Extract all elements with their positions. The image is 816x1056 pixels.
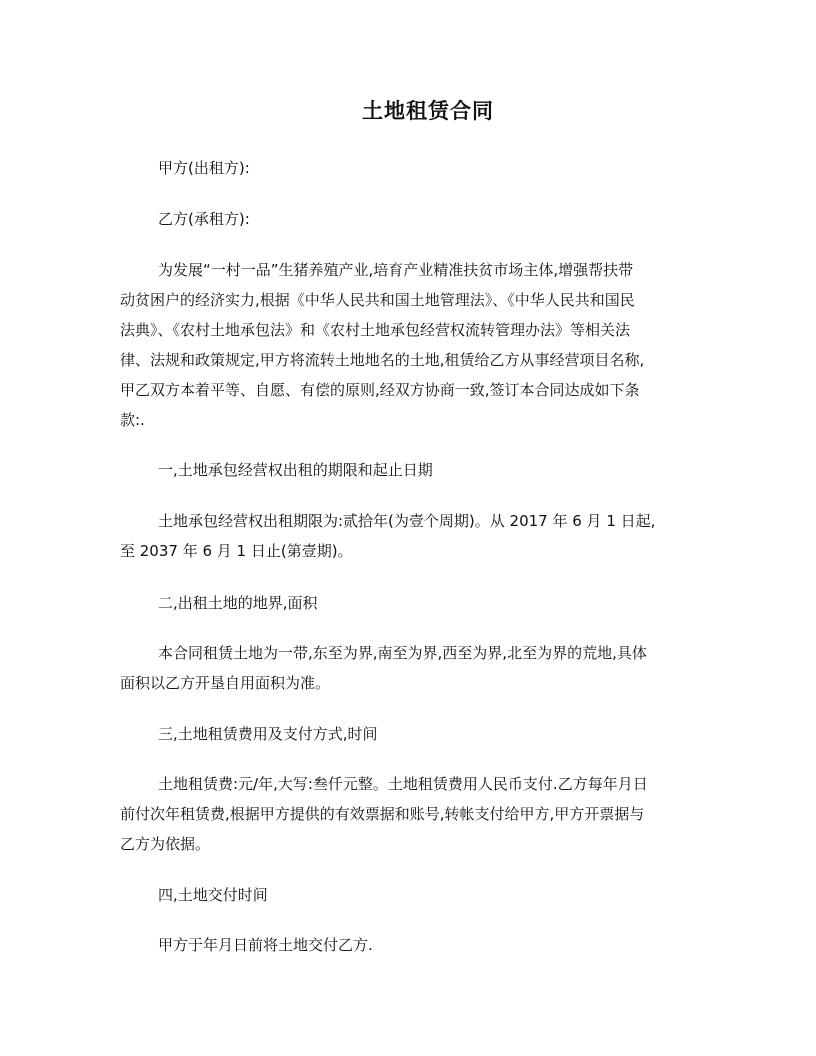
section-line: 土地租赁费:元/年,大写:叁仟元整。土地租赁费用人民币支付.乙方每年月日	[158, 775, 648, 793]
preamble-line: 动贫困户的经济实力,根据《中华人民共和国土地管理法》、《中华人民共和国民	[120, 291, 635, 309]
party-b-text: 乙方(承租方):	[158, 210, 250, 228]
section-1-body	[120, 506, 700, 566]
section-line: 面积以乙方开垦自用面积为准。	[120, 674, 331, 692]
section-1-heading	[120, 455, 700, 485]
document-title: 土地租赁合同	[362, 98, 494, 123]
section-heading-text: 一,土地承包经营权出租的期限和起止日期	[158, 461, 433, 479]
section-line: 甲方于年月日前将土地交付乙方.	[158, 936, 373, 954]
party-b-label	[120, 204, 700, 234]
preamble-line: 甲乙双方本着平等、自愿、有偿的原则,经双方协商一致,签订本合同达成如下条	[120, 381, 640, 399]
section-line: 乙方为依据。	[120, 835, 211, 853]
section-3-heading	[120, 719, 700, 749]
section-line: 本合同租赁土地为一带,东至为界,南至为界,西至为界,北至为界的荒地,具体	[158, 644, 647, 662]
section-line: 至 2037 年 6 月 1 日止(第壹期)。	[120, 542, 353, 560]
party-a-label	[120, 153, 700, 183]
section-2-body	[120, 638, 700, 698]
preamble-line: 律、法规和政策规定,甲方将流转土地地名的土地,租赁给乙方从事经营项目名称,	[120, 351, 645, 369]
preamble-line: 为发展“一村一品”生猪养殖产业,培育产业精准扶贫市场主体,增强帮扶带	[158, 261, 634, 279]
section-2-heading	[120, 588, 700, 618]
section-4-heading	[120, 880, 700, 910]
section-heading-text: 二,出租土地的地界,面积	[158, 594, 318, 612]
section-3-body	[120, 769, 700, 859]
preamble-paragraph	[120, 255, 700, 435]
section-heading-text: 三,土地租赁费用及支付方式,时间	[158, 725, 378, 743]
section-4-body	[120, 930, 700, 960]
section-line: 前付次年租赁费,根据甲方提供的有效票据和账号,转帐支付给甲方,甲方开票据与	[120, 805, 645, 823]
preamble-line: 款:.	[120, 411, 145, 429]
section-line: 土地承包经营权出租期限为:贰拾年(为壹个周期)。从 2017 年 6 月 1 日起,	[158, 512, 656, 530]
party-a-text: 甲方(出租方):	[158, 159, 250, 177]
section-heading-text: 四,土地交付时间	[158, 886, 268, 904]
preamble-line: 法典》、《农村土地承包法》和《农村土地承包经营权流转管理办法》等相关法	[120, 321, 631, 339]
